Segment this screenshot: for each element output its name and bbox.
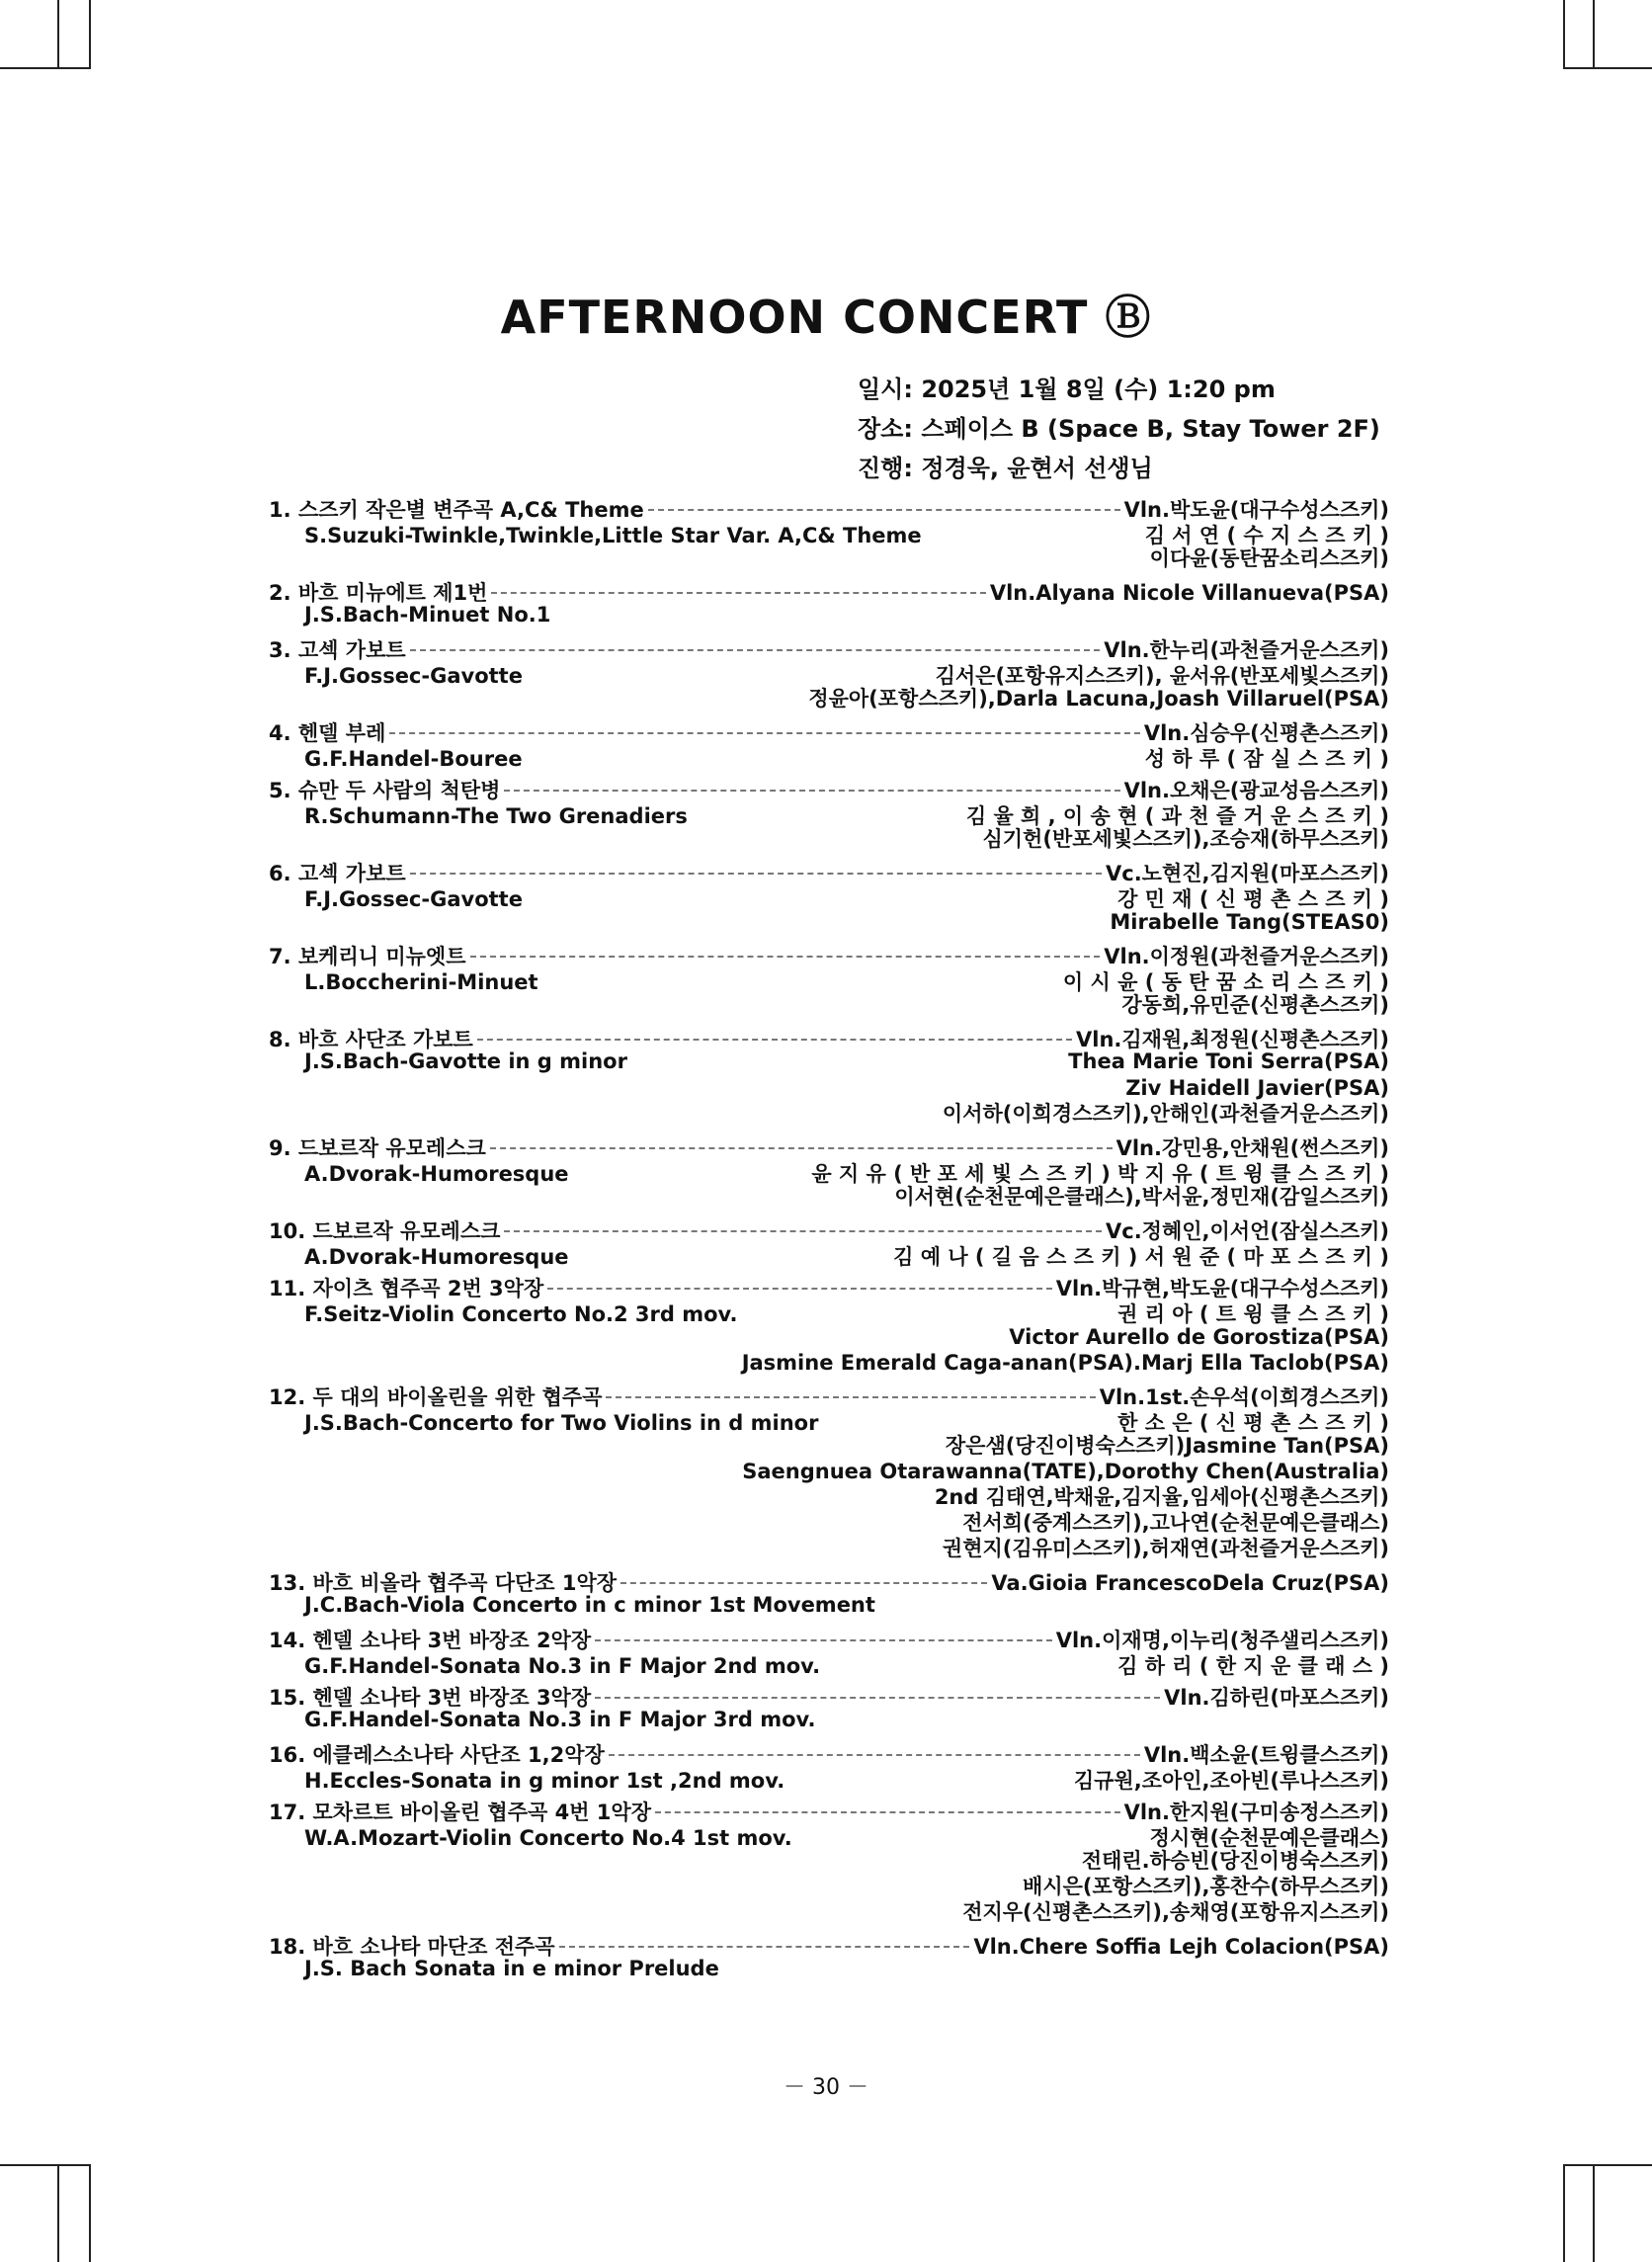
program-item xyxy=(269,1132,1389,1210)
piece-title-english: F.Seitz-Violin Concerto No.2 3rd mov. xyxy=(304,1302,738,1326)
leader-dots xyxy=(477,1039,1072,1041)
program-sub-line xyxy=(269,966,1389,992)
piece-title-english: S.Suzuki-Twinkle,Twinkle,Little Star Var. A,C& Theme xyxy=(304,524,922,547)
performer: Vln.오채은(광교성음스즈키) xyxy=(1123,779,1389,802)
event-date: 일시: 2025년 1월 8일 (수) 1:20 pm xyxy=(858,376,1276,403)
piece-title-english: G.F.Handel-Bouree xyxy=(304,747,523,771)
performer: 김서은(포항유지스즈키), 윤서유(반포세빛스즈키) xyxy=(935,664,1389,688)
program-list xyxy=(269,494,1389,1988)
performer: Vln.1st.손우석(이희경스즈키) xyxy=(1099,1385,1389,1409)
crop-mark xyxy=(0,2164,91,2166)
piece-title-korean: 13. 바흐 비올라 협주곡 다단조 1악장 xyxy=(269,1571,618,1595)
performer: 김규원,조아인,조아빈(루나스즈키) xyxy=(1073,1769,1389,1793)
leader-dots xyxy=(504,1230,1102,1232)
program-item xyxy=(269,1215,1389,1267)
crop-mark xyxy=(1563,2164,1652,2166)
program-title-line xyxy=(269,1931,1389,1957)
leader-dots xyxy=(655,1811,1120,1813)
program-title-line xyxy=(269,1132,1389,1158)
leader-dots xyxy=(491,592,985,594)
program-sub-line xyxy=(269,660,1389,686)
program-item xyxy=(269,1797,1389,1925)
performer: Vc.정혜인,이서언(잠실스즈키) xyxy=(1106,1219,1389,1243)
piece-title-korean: 1. 스즈키 작은별 변주곡 A,C& Theme xyxy=(269,498,644,522)
page-number: － 30 － xyxy=(784,2075,868,2100)
performer: Victor Aurello de Gorostiza(PSA) xyxy=(1009,1325,1389,1349)
performer: 김 서 연 ( 수 지 스 즈 키 ) xyxy=(1144,524,1389,547)
program-sub-line xyxy=(269,1158,1389,1184)
performer: 윤 지 유 ( 반 포 세 빛 스 즈 키 ) 박 지 유 ( 트 윙 클 스 즈 키 ) xyxy=(811,1162,1389,1186)
piece-title-english: L.Boccherini-Minuet xyxy=(304,970,538,994)
program-title-line xyxy=(269,717,1389,743)
performer: 장은샘(당진이병숙스즈키)Jasmine Tan(PSA) xyxy=(945,1434,1389,1458)
piece-title-korean: 6. 고섹 가보트 xyxy=(269,862,406,885)
program-item xyxy=(269,775,1389,852)
program-item xyxy=(269,858,1389,935)
leader-dots xyxy=(410,649,1101,651)
program-sub-line xyxy=(269,883,1389,909)
program-title-line xyxy=(269,1567,1389,1593)
program-title-line xyxy=(269,775,1389,800)
performer: Vln.한지원(구미송정스즈키) xyxy=(1123,1801,1389,1824)
leader-dots xyxy=(470,956,1101,958)
leader-dots xyxy=(648,509,1120,511)
program-title-line xyxy=(269,1382,1389,1407)
program-sub-line xyxy=(269,1241,1389,1267)
performer: Vln.백소윤(트윙클스즈키) xyxy=(1143,1743,1389,1767)
program-title-line xyxy=(269,494,1389,520)
performer: Jasmine Emerald Caga-anan(PSA).Marj Ella Taclob(PSA) xyxy=(741,1351,1389,1375)
piece-title-english: J.S. Bach Sonata in e minor Prelude xyxy=(304,1957,719,1980)
program-title-line xyxy=(269,1215,1389,1241)
piece-title-english: F.J.Gossec-Gavotte xyxy=(304,887,523,911)
program-sub-line xyxy=(269,1407,1389,1433)
program-sub-line xyxy=(269,1593,1389,1619)
performer: 권현지(김유미스즈키),허재연(과천즐거운스즈키) xyxy=(942,1537,1389,1560)
performer: 성 하 루 ( 잠 실 스 즈 키 ) xyxy=(1144,747,1389,771)
program-title-line xyxy=(269,1797,1389,1822)
leader-dots xyxy=(490,1147,1113,1149)
crop-mark xyxy=(57,2164,59,2262)
piece-title-english: W.A.Mozart-Violin Concerto No.4 1st mov. xyxy=(304,1826,792,1850)
piece-title-korean: 10. 드보르작 유모레스크 xyxy=(269,1219,501,1243)
performer: 김 율 희 , 이 송 현 ( 과 천 즐 거 운 스 즈 키 ) xyxy=(965,804,1389,828)
piece-title-english: A.Dvorak-Humoresque xyxy=(304,1245,569,1269)
crop-mark xyxy=(1593,0,1595,69)
program-title-line xyxy=(269,634,1389,660)
performer: Va.Gioia FrancescoDela Cruz(PSA) xyxy=(991,1571,1389,1595)
leader-dots xyxy=(595,1697,1160,1699)
piece-title-english: F.J.Gossec-Gavotte xyxy=(304,664,523,688)
program-title-line xyxy=(269,1273,1389,1299)
piece-title-korean: 2. 바흐 미뉴에트 제1번 xyxy=(269,581,488,605)
leader-dots xyxy=(606,1396,1095,1398)
performer: Vln.한누리(과천즐거운스즈키) xyxy=(1104,638,1389,662)
performer: Vln.김재원,최정원(신평촌스즈키) xyxy=(1076,1028,1389,1051)
leader-dots xyxy=(410,873,1102,875)
piece-title-english: J.S.Bach-Minuet No.1 xyxy=(304,603,551,627)
crop-mark xyxy=(89,0,91,69)
program-item xyxy=(269,577,1389,628)
program-item xyxy=(269,1382,1389,1561)
piece-title-korean: 5. 슈만 두 사람의 척탄병 xyxy=(269,779,501,802)
piece-title-korean: 12. 두 대의 바이올린을 위한 협주곡 xyxy=(269,1385,603,1409)
performer: Vln.박규현,박도윤(대구수성스즈키) xyxy=(1055,1277,1389,1300)
piece-title-english: J.S.Bach-Concerto for Two Violins in d minor xyxy=(304,1411,819,1435)
program-sub-line xyxy=(269,520,1389,545)
performer: 정시현(순천문예은클래스) xyxy=(1149,1826,1389,1850)
program-title-line xyxy=(269,1024,1389,1049)
leader-dots xyxy=(559,1946,970,1948)
performer: 정윤아(포항스즈키),Darla Lacuna,Joash Villaruel(PSA) xyxy=(808,687,1389,711)
program-item xyxy=(269,1739,1389,1791)
program-item xyxy=(269,941,1389,1018)
piece-title-korean: 17. 모차르트 바이올린 협주곡 4번 1악장 xyxy=(269,1801,651,1824)
program-item xyxy=(269,494,1389,571)
program-sub-line xyxy=(269,743,1389,769)
performer: 전서희(중계스즈키),고나연(순천문예은클래스) xyxy=(962,1511,1389,1535)
piece-title-korean: 4. 헨델 부레 xyxy=(269,721,386,745)
crop-mark xyxy=(1563,67,1652,69)
performer: Vln.김하린(마포스즈키) xyxy=(1164,1686,1389,1710)
performer: Vln.심승우(신평촌스즈키) xyxy=(1143,721,1389,745)
page-title: AFTERNOON CONCERT Ⓑ xyxy=(500,291,1152,344)
performer: 김 하 리 ( 한 지 운 클 래 스 ) xyxy=(1117,1654,1389,1678)
program-sub-line xyxy=(269,1822,1389,1848)
piece-title-english: J.C.Bach-Viola Concerto in c minor 1st Movement xyxy=(304,1593,875,1617)
program-sub-line xyxy=(269,1765,1389,1791)
piece-title-korean: 8. 바흐 사단조 가보트 xyxy=(269,1028,473,1051)
leader-dots xyxy=(595,1639,1052,1641)
crop-mark xyxy=(89,2164,91,2262)
program-title-line xyxy=(269,1625,1389,1650)
performer: 2nd 김태연,박채윤,김지율,임세아(신평촌스즈키) xyxy=(934,1485,1389,1509)
program-item xyxy=(269,1682,1389,1733)
performer: Mirabelle Tang(STEAS0) xyxy=(1110,910,1389,934)
piece-title-english: G.F.Handel-Sonata No.3 in F Major 2nd mov. xyxy=(304,1654,821,1678)
piece-title-korean: 7. 보케리니 미뉴엣트 xyxy=(269,945,466,968)
performer: Thea Marie Toni Serra(PSA) xyxy=(1068,1049,1389,1073)
piece-title-english: A.Dvorak-Humoresque xyxy=(304,1162,569,1186)
performer: 이서하(이희경스즈키),안해인(과천즐거운스즈키) xyxy=(942,1102,1389,1126)
performer: Vln.박도윤(대구수성스즈키) xyxy=(1123,498,1389,522)
program-sub-line xyxy=(269,1957,1389,1982)
performer: 김 예 나 ( 길 음 스 즈 키 ) 서 원 준 ( 마 포 스 즈 키 ) xyxy=(893,1245,1389,1269)
leader-dots xyxy=(620,1582,987,1584)
performer: 전태린.하승빈(당진이병숙스즈키) xyxy=(1081,1849,1389,1873)
piece-title-korean: 11. 자이츠 협주곡 2번 3악장 xyxy=(269,1277,544,1300)
leader-dots xyxy=(609,1754,1140,1756)
program-item xyxy=(269,1273,1389,1376)
leader-dots xyxy=(389,732,1139,734)
piece-title-korean: 16. 에클레스소나타 사단조 1,2악장 xyxy=(269,1743,605,1767)
program-item xyxy=(269,1567,1389,1619)
crop-mark xyxy=(1563,0,1565,69)
event-venue: 장소: 스페이스 B (Space B, Stay Tower 2F) xyxy=(858,415,1380,443)
performer: Vln.강민용,안채원(썬스즈키) xyxy=(1115,1136,1389,1160)
program-title-line xyxy=(269,858,1389,883)
program-sub-line xyxy=(269,800,1389,826)
program-item xyxy=(269,1625,1389,1676)
piece-title-english: R.Schumann-The Two Grenadiers xyxy=(304,804,688,828)
performer: Saengnuea Otarawanna(TATE),Dorothy Chen(Australia) xyxy=(742,1460,1389,1483)
program-item xyxy=(269,1931,1389,1982)
crop-mark xyxy=(1563,2164,1565,2262)
performer: 권 리 아 ( 트 윙 클 스 즈 키 ) xyxy=(1117,1302,1389,1326)
performer: 배시은(포항스즈키),홍찬수(하무스즈키) xyxy=(1023,1875,1389,1898)
program-sub-line xyxy=(269,603,1389,628)
event-info xyxy=(858,370,1380,488)
program-title-line xyxy=(269,941,1389,966)
program-title-line xyxy=(269,1739,1389,1765)
performer: 이서현(순천문예은클래스),박서윤,정민재(감일스즈키) xyxy=(894,1185,1389,1209)
piece-title-english: H.Eccles-Sonata in g minor 1st ,2nd mov. xyxy=(304,1769,785,1793)
piece-title-korean: 3. 고섹 가보트 xyxy=(269,638,406,662)
program-title-line xyxy=(269,577,1389,603)
performer: 강 민 재 ( 신 평 촌 스 즈 키 ) xyxy=(1117,887,1389,911)
program-item xyxy=(269,717,1389,769)
program-item xyxy=(269,1024,1389,1127)
program-sub-line xyxy=(269,1049,1389,1075)
piece-title-korean: 9. 드보르작 유모레스크 xyxy=(269,1136,486,1160)
piece-title-english: G.F.Handel-Sonata No.3 in F Major 3rd mov. xyxy=(304,1708,816,1731)
piece-title-english: J.S.Bach-Gavotte in g minor xyxy=(304,1049,627,1073)
leader-dots xyxy=(504,790,1119,792)
piece-title-korean: 14. 헨델 소나타 3번 바장조 2악장 xyxy=(269,1629,592,1652)
program-item xyxy=(269,634,1389,712)
crop-mark xyxy=(57,0,59,69)
program-title-line xyxy=(269,1682,1389,1708)
piece-title-korean: 18. 바흐 소나타 마단조 전주곡 xyxy=(269,1935,555,1959)
performer: Vln.Alyana Nicole Villanueva(PSA) xyxy=(989,581,1389,605)
performer: 한 소 은 ( 신 평 촌 스 즈 키 ) xyxy=(1117,1411,1389,1435)
performer: Vln.Chere Soffia Lejh Colacion(PSA) xyxy=(973,1935,1389,1959)
performer: 이다윤(동탄꿈소리스즈키) xyxy=(1149,546,1389,570)
performer: Vln.이정원(과천즐거운스즈키) xyxy=(1104,945,1389,968)
performer: Ziv Haidell Javier(PSA) xyxy=(1125,1076,1389,1100)
performer: 심기헌(반포세빛스즈키),조승재(하무스즈키) xyxy=(982,827,1389,851)
crop-mark xyxy=(1593,2164,1595,2262)
performer: Vln.이재명,이누리(청주샐리스즈키) xyxy=(1055,1629,1389,1652)
performer: Vc.노현진,김지원(마포스즈키) xyxy=(1106,862,1389,885)
performer: 전지우(신평촌스즈키),송채영(포항유지스즈키) xyxy=(962,1900,1389,1924)
program-sub-line xyxy=(269,1650,1389,1676)
crop-mark xyxy=(0,67,91,69)
program-sub-line xyxy=(269,1299,1389,1324)
performer: 이 시 윤 ( 동 탄 꿈 소 리 스 즈 키 ) xyxy=(1062,970,1389,994)
leader-dots xyxy=(547,1288,1051,1290)
piece-title-korean: 15. 헨델 소나타 3번 바장조 3악장 xyxy=(269,1686,592,1710)
event-host: 진행: 정경욱, 윤현서 선생님 xyxy=(858,455,1153,482)
performer: 강동희,유민준(신평촌스즈키) xyxy=(1121,993,1389,1017)
